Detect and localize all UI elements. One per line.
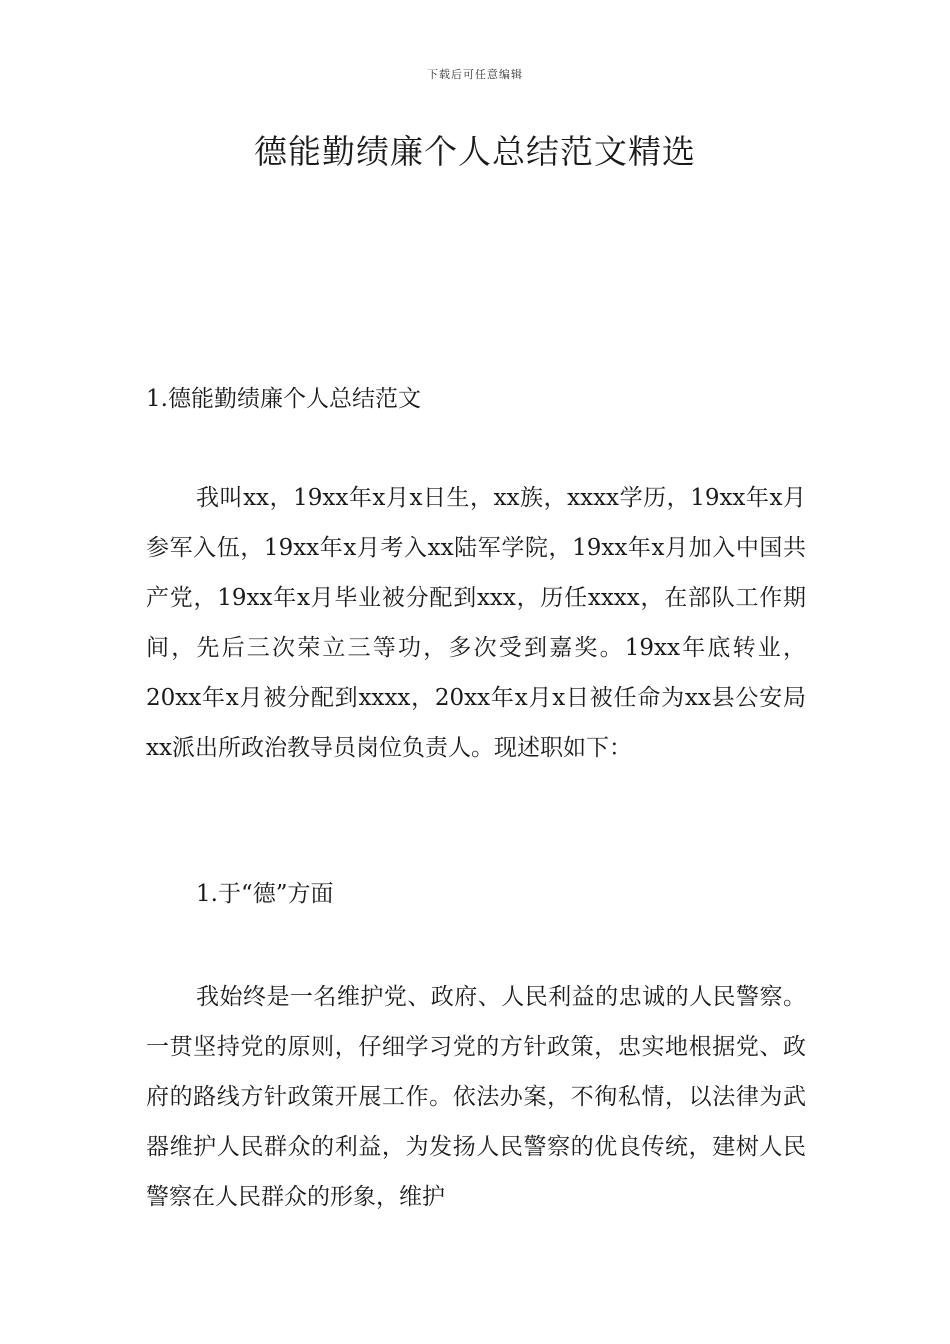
- header-note: 下载后可任意编辑: [427, 68, 523, 81]
- sub-heading-de: 1.于“德”方面: [196, 881, 334, 907]
- section-heading: 1.德能勤绩廉个人总结范文: [146, 386, 421, 412]
- document-title: 德能勤绩廉个人总结范文精选: [254, 132, 696, 171]
- paragraph-intro: 我叫xx，19xx年x月x日生，xx族，xxxx学历，19xx年x月参军入伍，19xx年x月考入xx陆军学院，19xx年x月加入中国共产党，19xx年x月毕业被分配到xxx，历任xxxx，在部队工作期间，先后三次荣立三等功，多次受到嘉奖。19xx年底转业，20xx年x月被分配到xxxx，20xx年x月x日被任命为xx县公安局xx派出所政治教导员岗位负责人。现述职如下：: [146, 485, 806, 761]
- paragraph-de: 我始终是一名维护党、政府、人民利益的忠诚的人民警察。一贯坚持党的原则，仔细学习党的方针政策，忠实地根据党、政府的路线方针政策开展工作。依法办案，不徇私情，以法律为武器维护人民群众的利益，为发扬人民警察的优良传统，建树人民警察在人民群众的形象，维护: [146, 984, 806, 1210]
